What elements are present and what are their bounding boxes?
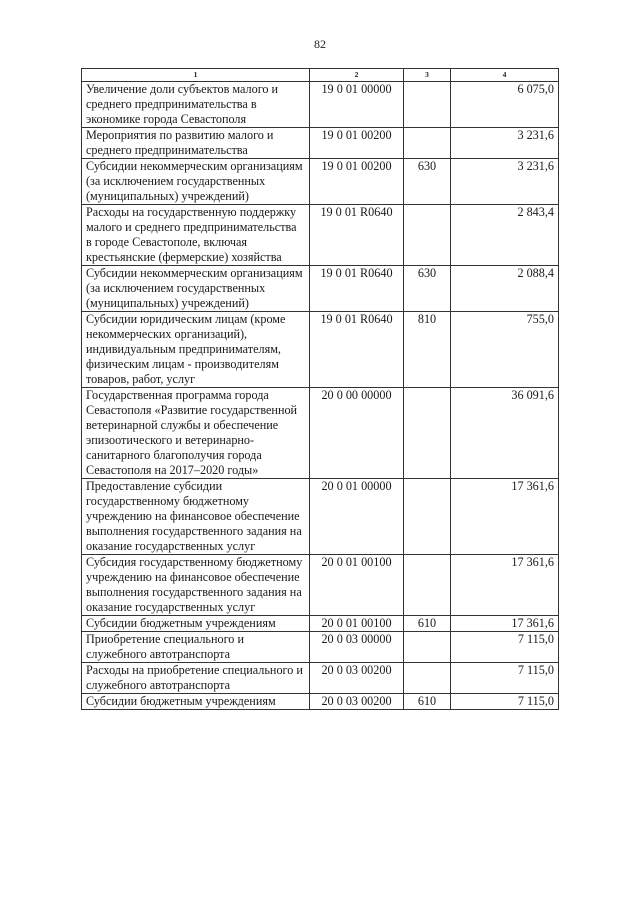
row-type — [404, 663, 451, 694]
row-name: Расходы на приобретение специального и служебного автотранспорта — [82, 663, 310, 694]
table-header-row — [82, 69, 559, 82]
row-name: Увеличение доли субъектов малого и среднего предпринимательства в экономике города Севастополя — [82, 82, 310, 128]
row-name: Субсидии некоммерческим организациям (за исключением государственных (муниципальных) учреждений) — [82, 266, 310, 312]
row-name: Субсидии юридическим лицам (кроме некоммерческих организаций), индивидуальным предпринимателям, физическим лицам - производителям товаров, работ, услуг — [82, 312, 310, 388]
row-name: Приобретение специального и служебного автотранспорта — [82, 632, 310, 663]
row-type: 810 — [404, 312, 451, 388]
table-row — [82, 312, 559, 388]
column-header-name: 1 — [82, 69, 310, 82]
table-row — [82, 663, 559, 694]
row-type: 630 — [404, 266, 451, 312]
table-row — [82, 205, 559, 266]
page-number: 82 — [314, 37, 326, 51]
row-type — [404, 632, 451, 663]
column-header-code: 2 — [310, 69, 404, 82]
table-row — [82, 479, 559, 555]
table-row — [82, 82, 559, 128]
row-type: 610 — [404, 694, 451, 710]
row-code: 19 0 01 00200 — [310, 128, 404, 159]
row-code: 19 0 01 R0640 — [310, 312, 404, 388]
row-sum: 3 231,6 — [451, 159, 559, 205]
row-sum: 6 075,0 — [451, 82, 559, 128]
table-row — [82, 388, 559, 479]
row-sum: 7 115,0 — [451, 632, 559, 663]
row-sum: 3 231,6 — [451, 128, 559, 159]
row-sum: 7 115,0 — [451, 663, 559, 694]
row-name: Предоставление субсидии государственному бюджетному учреждению на финансовое обеспечение выполнения государственного задания на оказание государственных услуг — [82, 479, 310, 555]
table-row — [82, 159, 559, 205]
column-header-type: 3 — [404, 69, 451, 82]
row-name: Субсидии бюджетным учреждениям — [82, 694, 310, 710]
row-type: 610 — [404, 616, 451, 632]
table-row — [82, 555, 559, 616]
row-type — [404, 205, 451, 266]
table-row — [82, 632, 559, 663]
row-sum: 17 361,6 — [451, 616, 559, 632]
row-code: 20 0 00 00000 — [310, 388, 404, 479]
row-name: Мероприятия по развитию малого и среднего предпринимательства — [82, 128, 310, 159]
row-sum: 2 088,4 — [451, 266, 559, 312]
budget-table — [81, 68, 559, 710]
table-row — [82, 266, 559, 312]
row-sum: 755,0 — [451, 312, 559, 388]
row-type: 630 — [404, 159, 451, 205]
row-sum: 17 361,6 — [451, 479, 559, 555]
table-row — [82, 128, 559, 159]
row-type — [404, 128, 451, 159]
row-name: Государственная программа города Севастополя «Развитие государственной ветеринарной службы и обеспечение эпизоотического и ветеринарно-санитарного благополучия города Севастополя на 2017–2020 годы» — [82, 388, 310, 479]
row-code: 20 0 01 00000 — [310, 479, 404, 555]
row-name: Расходы на государственную поддержку малого и среднего предпринимательства в городе Севастополе, включая крестьянские (фермерские) хозяйства — [82, 205, 310, 266]
row-type — [404, 82, 451, 128]
row-name: Субсидии некоммерческим организациям (за исключением государственных (муниципальных) учреждений) — [82, 159, 310, 205]
row-sum: 36 091,6 — [451, 388, 559, 479]
row-code: 20 0 03 00000 — [310, 632, 404, 663]
row-code: 20 0 03 00200 — [310, 694, 404, 710]
row-code: 20 0 03 00200 — [310, 663, 404, 694]
row-type — [404, 555, 451, 616]
row-code: 19 0 01 R0640 — [310, 266, 404, 312]
table-row — [82, 694, 559, 710]
row-name: Субсидия государственному бюджетному учреждению на финансовое обеспечение выполнения государственного задания на оказание государственных услуг — [82, 555, 310, 616]
row-sum: 2 843,4 — [451, 205, 559, 266]
row-code: 20 0 01 00100 — [310, 555, 404, 616]
table-row — [82, 616, 559, 632]
row-code: 20 0 01 00100 — [310, 616, 404, 632]
row-code: 19 0 01 00000 — [310, 82, 404, 128]
row-type — [404, 479, 451, 555]
row-name: Субсидии бюджетным учреждениям — [82, 616, 310, 632]
row-code: 19 0 01 R0640 — [310, 205, 404, 266]
row-sum: 7 115,0 — [451, 694, 559, 710]
row-code: 19 0 01 00200 — [310, 159, 404, 205]
row-sum: 17 361,6 — [451, 555, 559, 616]
row-type — [404, 388, 451, 479]
column-header-sum: 4 — [451, 69, 559, 82]
